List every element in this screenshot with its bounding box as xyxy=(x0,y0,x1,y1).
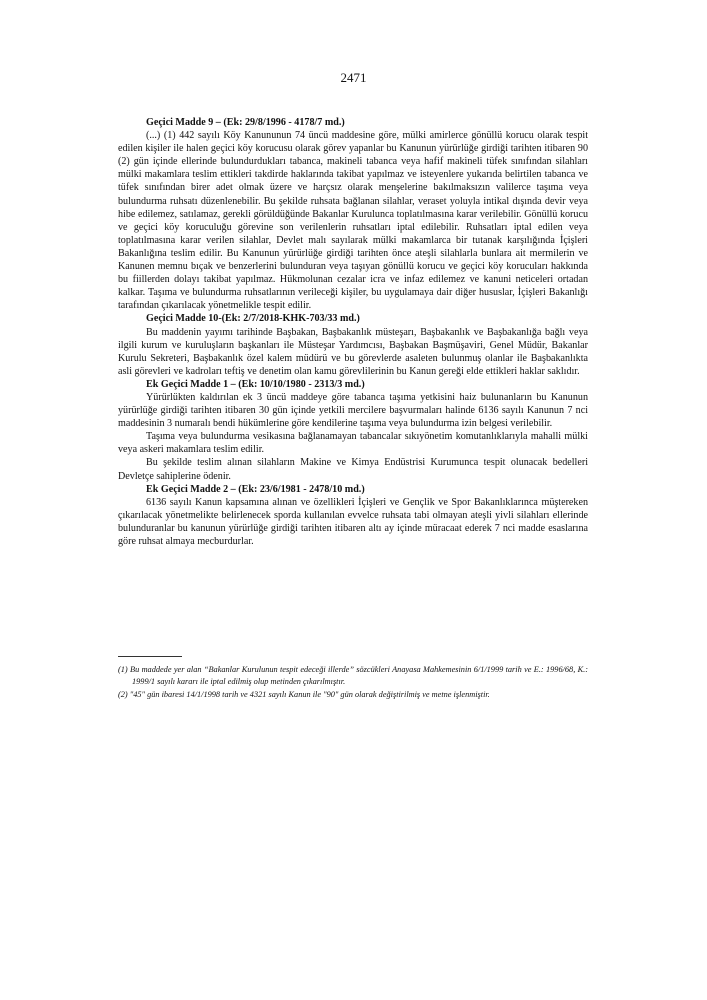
article-paragraph: 6136 sayılı Kanun kapsamına alınan ve özellikleri İçişleri ve Gençlik ve Spor Bakanlıklarınca müştereken çıkarılacak yönetmelikte belirlenecek sporda kullanılan evvelce ruhsata tabi olmayan ateşli yivli silahları ellerinde bulunduranlar bu kanunun yürürlüğe girdiği tarihten itibaren altı ay içinde müracaat ederek 7 nci madde esaslarına göre ruhsat almaya mecburdurlar. xyxy=(118,496,588,547)
page-number: 2471 xyxy=(340,70,367,85)
article-paragraph: Taşıma veya bulundurma vesikasına bağlanamayan tabancalar sıkıyönetim komutanlıklarıyla mahalli mülki veya askeri makamlara teslim edilir. xyxy=(118,431,588,456)
document-body xyxy=(118,116,588,548)
article-paragraph: (...) (1) 442 sayılı Köy Kanununun 74 üncü maddesine göre, mülki amirlerce gönüllü korucu olarak tespit edilen kişiler ile halen geçici köy korucusu olarak görev yapanlar bu Kanunun yürürlüğe girdiği tarihten itibaren 90 (2) gün içinde ellerinde bulundurdukları tabanca, makineli tabanca veya hafif makineli tüfek sınıfından silahları mülki makamlara teslim ettikleri takdirde haklarında takibat yapılmaz ve isteyenlere yukarıda belirtilen tabanca ve tüfek sınıfından birer adet olmak üzere ve harçsız olarak menşelerine bakılmaksızın valilerce taşıma veya bulundurma ruhsatı düzenlenebilir. Bu şekilde ruhsata bağlanan silahlar, veraset yoluyla intikal dışında devir veya hibe edilemez, satılamaz, gerekli görüldüğünde Bakanlar Kurulunca toplatılmasına karar verilebilir. Gönüllü korucu ve geçici köy koruculuğu görevine son verilenlerin ruhsatları iptal edilebilir. Ruhsatları iptal edilen veya toplatılmasına karar verilen silahlar, Devlet malı sayılarak mülki makamlarca bir tutanak karşılığında İçişleri Bakanlığına teslim edilir. Bu Kanunun yürürlüğe girdiği tarihten önce ateşli silahlarla bunlara ait mermilerin ve Kanunen memnu bıçak ve benzerlerini bulunduran veya taşıyan gönüllü korucu ve geçici köy korucuları hakkında bu fiillerden dolayı takibat yapılmaz. Hükmolunan cezalar icra ve infaz edilemez ve kanuni neticeleri ortadan kalkar. Taşıma ve bulundurma ruhsatlarının verileceği kişiler, bu uygulamaya dair diğer hususlar, İçişleri Bakanlığı tarafından çıkarılacak yönetmelikle tespit edilir. xyxy=(118,130,588,312)
article-heading: Ek Geçici Madde 1 – (Ek: 10/10/1980 - 2313/3 md.) xyxy=(146,378,365,390)
article-paragraph: Yürürlükten kaldırılan ek 3 üncü maddeye göre tabanca taşıma yetkisini haiz bulunanların bu Kanunun yürürlüğe girdiği tarihten itibaren 30 gün içinde yetkili mercilere başvurmaları halinde 6136 sayılı Kanunun 7 nci maddesinin 3 numaralı bendi hükümlerine göre kendilerine taşıma veya bulundurma izin belgesi verilebilir. xyxy=(118,391,588,430)
footnote: (2) "45" gün ibaresi 14/1/1998 tarih ve 4321 sayılı Kanun ile "90" gün olarak değiştirilmiş ve metne işlenmiştir. xyxy=(118,690,490,699)
footnote-divider xyxy=(118,656,182,657)
footnotes xyxy=(118,664,588,702)
article-paragraph: Bu şekilde teslim alınan silahların Makine ve Kimya Endüstrisi Kurumunca tespit olunacak bedelleri Devletçe sahiplerine ödenir. xyxy=(118,457,588,482)
footnote: (1) Bu maddede yer alan “Bakanlar Kurulunun tespit edeceği illerde” sözcükleri Anayasa Mahkemesinin 6/1/1999 tarih ve E.: 1996/68, K.: 1999/1 sayılı kararı ile iptal edilmiş olup metinden çıkarılmıştır. xyxy=(118,665,588,686)
article-heading: Geçici Madde 10-(Ek: 2/7/2018-KHK-703/33 md.) xyxy=(146,313,360,325)
article-heading: Ek Geçici Madde 2 – (Ek: 23/6/1981 - 2478/10 md.) xyxy=(146,483,365,495)
article-heading: Geçici Madde 9 – (Ek: 29/8/1996 - 4178/7 md.) xyxy=(146,117,345,128)
article-paragraph: Bu maddenin yayımı tarihinde Başbakan, Başbakanlık müsteşarı, Başbakanlık ve Başbakanlığa bağlı veya ilgili kurum ve kuruluşların başkanları ile Müsteşar Yardımcısı, Başbakan Başmüşaviri, Genel Müdür, Bakanlar Kurulu Sekreteri, Başbakanlık özel kalem müdürü ve bu görevlerde asaleten bulunmuş olanlar ile Başbakanlıkta asli görevleri ve kadroları teftiş ve denetim olan kamu görevlilerinin bu Kanun gereği elde ettikleri haklar saklıdır. xyxy=(118,326,588,377)
